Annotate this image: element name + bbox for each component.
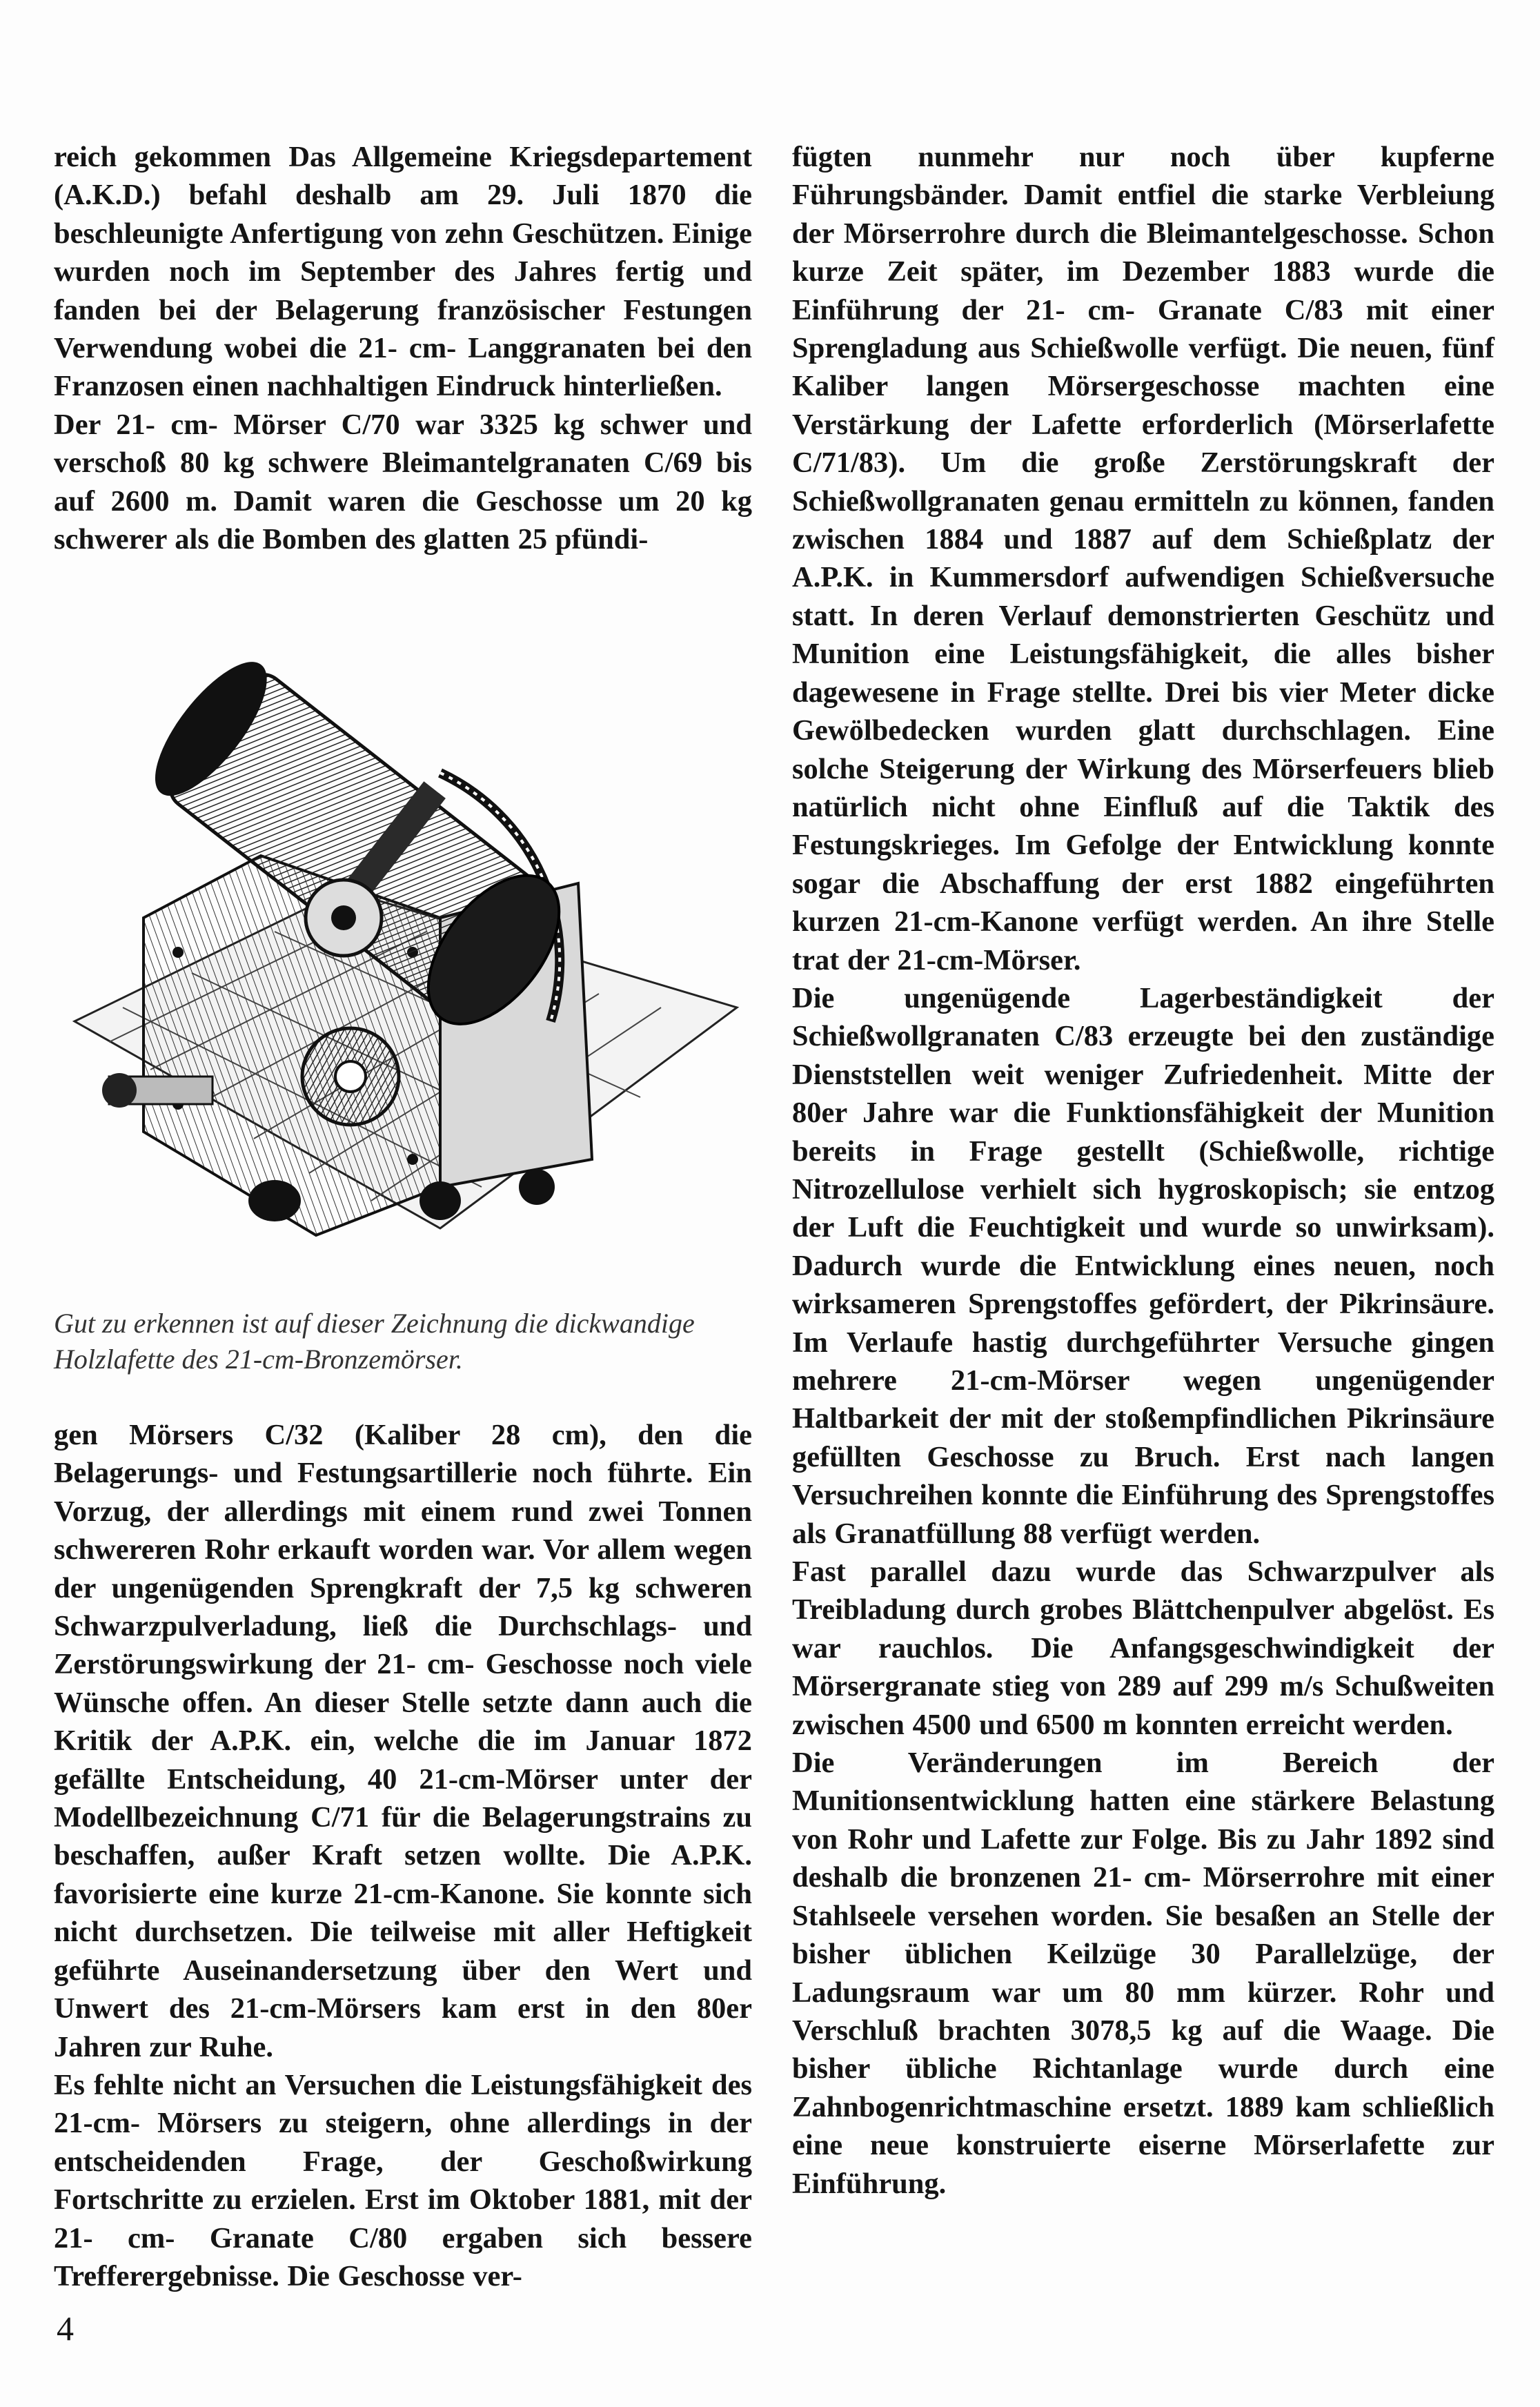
paragraph: gen Mörsers C/32 (Kaliber 28 cm), den die Belagerungs- und Festungsartillerie noch führte. Ein Vorzug, der allerdings mit einem rund zwei Tonnen schwereren Rohr erkauft worden war. Vor allem wegen der ungenügenden Sprengkraft der 7,5 kg schweren Schwarzpulverladung, ließ die Durchschlags- und Zerstörungswirkung der 21- cm- Geschosse noch viele Wünsche offen. An dieser Stelle setzte dann auch die Kritik der A.P.K. ein, welche die im Januar 1872 gefällte Entscheidung, 40 21-cm-Mörser unter der Modellbezeichnung C/71 für die Belagerungstrains zu beschaffen, außer Kraft setzen wollte. Die A.P.K. favorisierte eine kurze 21-cm-Kanone. Sie konnte sich nicht durchsetzen. Die teilweise mit aller Heftigkeit geführte Auseinandersetzung über den Wert und Unwert des 21-cm-Mörsers kam erst in den 80er Jahren zur Ruhe. <box>54 1419 752 2063</box>
mortar-drawing-icon <box>54 593 752 1284</box>
paragraph: Die ungenügende Lagerbeständigkeit der Schießwollgranaten C/83 erzeugte bei den zuständige Dienststellen weit weniger Zufriedenheit. Mitte der 80er Jahre war die Funktionsfähigkeit der Munition bereits in Frage gestellt (Schießwolle, richtige Nitrozellulose verhielt sich hygroskopisch; sie entzog der Luft die Feuchtigkeit und wurde so unwirksam). Dadurch wurde die Entwicklung eines neuen, noch wirksameren Sprengstoffes gefördert, der Pikrinsäure. Im Verlaufe hastig durchgeführter Versuche gingen mehrere 21-cm-Mörser wegen ungenügender Haltbarkeit der mit der stoßempfindlichen Pikrinsäure gefüllten Geschosse zu Bruch. Erst nach langen Versuchreihen konnte die Einführung des Sprengstoffes als Granatfüllung 88 verfügt werden. <box>792 981 1494 1550</box>
paragraph: Fast parallel dazu wurde das Schwarzpulver als Treibladung durch grobes Blättchenpulver abgelöst. Es war rauchlos. Die Anfangsgeschwindigkeit der Mörsergranate stieg von 289 auf 299 m/s Schußweiten zwischen 4500 und 6500 m konnten erreicht werden. <box>792 1555 1494 1741</box>
paragraph: fügten nunmehr nur noch über kupferne Führungsbänder. Damit entfiel die starke Verbleiung der Mörserrohre durch die Bleimantelgeschosse. Schon kurze Zeit später, im Dezember 1883 wurde die Einführung der 21- cm- Granate C/83 mit einer Sprengladung aus Schießwolle verfügt. Die neuen, fünf Kaliber langen Mörsergeschosse machten eine Verstärkung der Lafette erforderlich (Mörserlafette C/71/83). Um die große Zerstörungskraft der Schießwollgranaten genau ermitteln zu können, fanden zwischen 1884 und 1887 auf dem Schießplatz der A.P.K. in Kummersdorf aufwendigen Schießversuche statt. In deren Verlauf demonstrierten Geschütz und Munition eine Leistungsfähigkeit, die alles bisher dagewesene in Frage stellte. Drei bis vier Meter dicke Gewölbedecken wurden glatt durchschlagen. Eine solche Steigerung der Wirkung des Mörserfeuers blieb natürlich nicht ohne Einfluß auf die Taktik des Festungskrieges. Im Gefolge der Entwicklung konnte sogar die Abschaffung der erst 1882 eingeführten kurzen 21-cm-Kanone verfügt werden. An ihre Stelle trat der 21-cm-Mörser. <box>792 141 1494 976</box>
right-column-text <box>792 138 1494 2203</box>
paragraph: Die Veränderungen im Bereich der Munitionsentwicklung hatten eine stärkere Belastung von Rohr und Lafette zur Folge. Bis zu Jahr 1892 sind deshalb die bronzenen 21- cm- Mörserrohre mit einer Stahlseele versehen worden. Sie besaßen an Stelle der bisher üblichen Keilzüge 30 Parallelzüge, der Ladungsraum war um 80 mm kürzer. Rohr und Verschluß brachten 3078,5 kg auf die Waage. Die bisher übliche Richtanlage wurde durch eine Zahnbogenrichtmaschine ersetzt. 1889 kam schließlich eine neue konstruierte eiserne Mörserlafette zur Einführung. <box>792 1747 1494 2200</box>
paragraph: reich gekommen Das Allgemeine Kriegsdepartement (A.K.D.) befahl deshalb am 29. Juli 1870 die beschleunigte Anfertigung von zehn Geschützen. Einige wurden noch im September des Jahres fertig und fanden bei der Belagerung französischer Festungen Verwendung wobei die 21- cm- Langgranaten bei den Franzosen einen nachhaltigen Eindruck hinterließen. <box>54 141 752 403</box>
page-number: 4 <box>57 2309 74 2348</box>
left-column-top-text <box>54 138 752 558</box>
paragraph: Es fehlte nicht an Versuchen die Leistungsfähigkeit des 21-cm- Mörsers zu steigern, ohne allerdings in der entscheidenden Frage, der Geschoßwirkung Fortschritte zu erzielen. Erst im Oktober 1881, mit der 21- cm- Granate C/80 ergaben sich bessere Trefferergebnisse. Die Geschosse ver- <box>54 2068 752 2292</box>
figure-caption: Gut zu erkennen ist auf dieser Zeichnung die dickwandige Holzlafette des 21-cm-Bronzemörser. <box>54 1308 695 1375</box>
mortar-illustration <box>54 593 752 1284</box>
paragraph: Der 21- cm- Mörser C/70 war 3325 kg schwer und verschoß 80 kg schwere Bleimantelgranaten C/69 bis auf 2600 m. Damit waren die Geschosse um 20 kg schwerer als die Bomben des glatten 25 pfündi- <box>54 408 752 556</box>
left-column-bottom-text <box>54 1416 752 2295</box>
